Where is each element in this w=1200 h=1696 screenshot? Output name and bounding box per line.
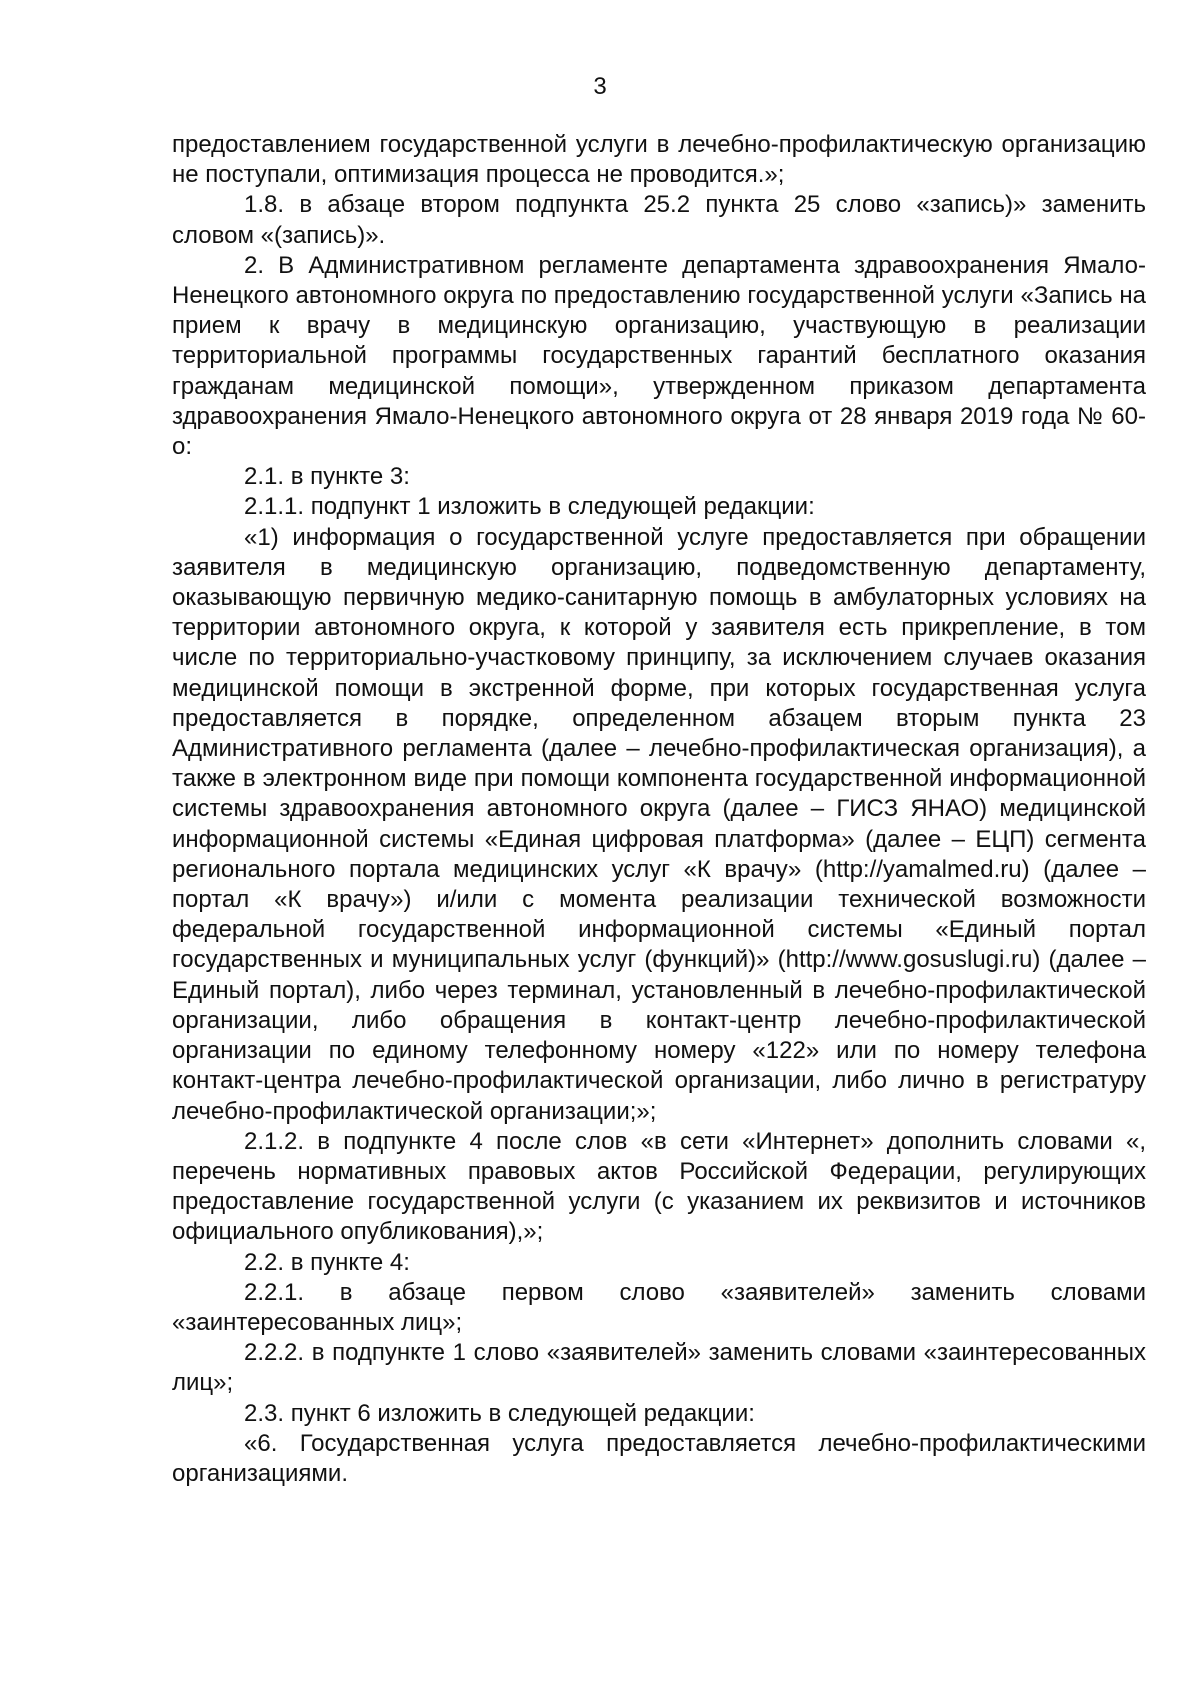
paragraph-2-2-2: 2.2.2. в подпункте 1 слово «заявителей» заменить словами «заинтересованных лиц»; — [172, 1339, 1146, 1397]
paragraph-2-2-1: 2.2.1. в абзаце первом слово «заявителей» заменить словами «заинтересованных лиц»; — [172, 1278, 1146, 1336]
paragraph-2-1: 2.1. в пункте 3: — [244, 463, 410, 491]
paragraph-2-2: 2.2. в пункте 4: — [244, 1248, 410, 1276]
document-body — [172, 130, 1146, 1489]
paragraph-2-3: 2.3. пункт 6 изложить в следующей редакции: — [244, 1399, 755, 1427]
paragraph-continuation: предоставлением государственной услуги в лечебно-профилактическую организацию не поступали, оптимизация процесса не проводится.»; — [172, 131, 1146, 189]
paragraph-quote-6: «6. Государственная услуга предоставляется лечебно-профилактическими организациями. — [172, 1429, 1146, 1487]
paragraph-2-1-2: 2.1.2. в подпункте 4 после слов «в сети «Интернет» дополнить словами «, перечень нормативных правовых актов Российской Федерации, регулирующих предоставление государственной услуги (с указанием их реквизитов и источников официального опубликования),»; — [172, 1127, 1146, 1246]
page-number: 3 — [593, 73, 607, 100]
paragraph-quote-1: «1) информация о государственной услуге предоставляется при обращении заявителя в медицинскую организацию, подведомственную департаменту, оказывающую первичную медико-санитарную помощь в амбулаторных условиях на территории автономного округа, к которой у заявителя есть прикрепление, в том числе по территориально-участковому принципу, за исключением случаев оказания медицинской помощи в экстренной форме, при которых государственная услуга предоставляется в порядке, определенном абзацем вторым пункта 23 Административного регламента (далее – лечебно-профилактическая организация), а также в электронном виде при помощи компонента государственной информационной системы здравоохранения автономного округа (далее – ГИСЗ ЯНАО) медицинской информационной системы «Единая цифровая платформа» (далее – ЕЦП) сегмента регионального портала медицинских услуг «К врачу» (http://yamalmed.ru) (далее – портал «К врачу») и/или с момента реализации технической возможности федеральной государственной информационной системы «Единый портал государственных и муниципальных услуг (функций)» (http://www.gosuslugi.ru) (далее – Единый портал), либо через терминал, установленный в лечебно-профилактической организации, либо обращения в контакт-центр лечебно-профилактической организации по единому телефонному номеру «122» или по номеру телефона контакт-центра лечебно-профилактической организации, либо лично в регистратуру лечебно-профилактической организации;»; — [172, 523, 1146, 1125]
paragraph-1-8: 1.8. в абзаце втором подпункта 25.2 пункта 25 слово «запись)» заменить словом «(запись)». — [172, 191, 1146, 249]
paragraph-2-1-1: 2.1.1. подпункт 1 изложить в следующей редакции: — [244, 493, 815, 521]
paragraph-2: 2. В Административном регламенте департамента здравоохранения Ямало-Ненецкого автономного округа по предоставлению государственной услуги «Запись на прием к врачу в медицинскую организацию, участвующую в реализации территориальной программы государственных гарантий бесплатного оказания гражданам медицинской помощи», утвержденном приказом департамента здравоохранения Ямало-Ненецкого автономного округа от 28 января 2019 года № 60-о: — [172, 251, 1146, 461]
